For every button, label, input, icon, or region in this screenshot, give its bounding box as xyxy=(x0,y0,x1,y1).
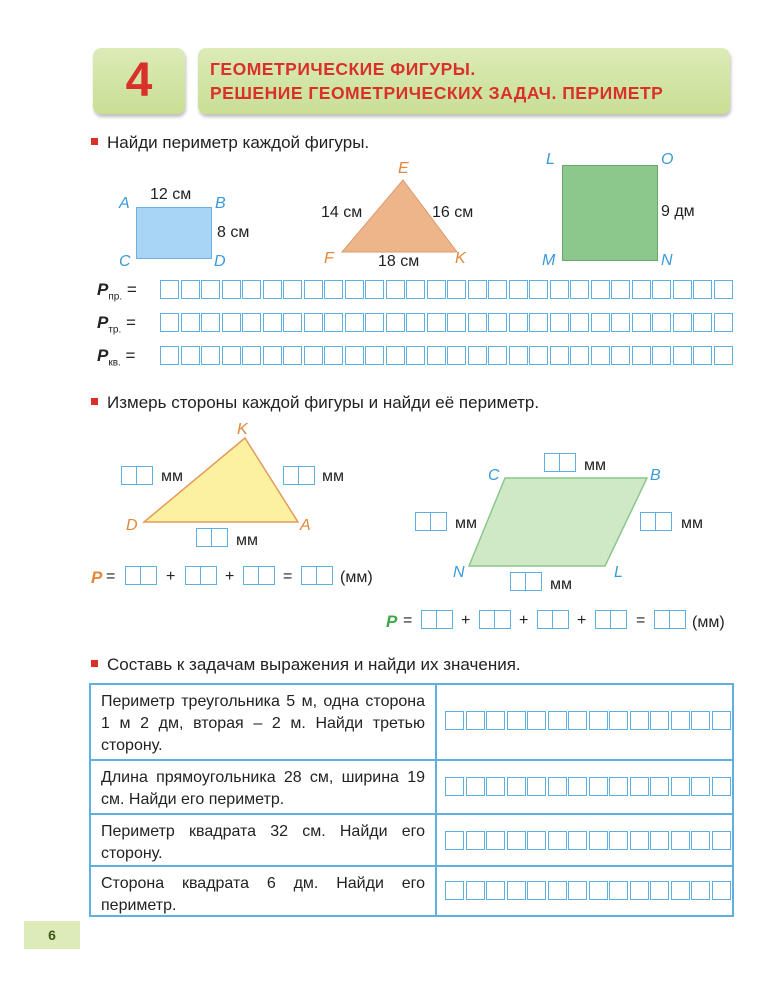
psum-cell-1[interactable] xyxy=(421,610,453,629)
rect-side-length: 8 см xyxy=(217,224,250,241)
vertex-a: A xyxy=(119,195,130,212)
task2-instruction: Измерь стороны каждой фигуры и найди её периметр. xyxy=(91,393,539,413)
answer-cells-square[interactable] xyxy=(160,346,734,365)
problems-table xyxy=(89,683,734,917)
unit-mm: мм xyxy=(681,515,703,532)
vertex-a2: A xyxy=(300,517,311,534)
measure-cells-nl[interactable] xyxy=(510,572,542,591)
equals-sign: = xyxy=(106,568,116,585)
plus-sign: + xyxy=(166,568,176,585)
bullet-icon xyxy=(91,660,98,667)
plus-sign: + xyxy=(519,612,529,629)
task1-instruction: Найди периметр каждой фигуры. xyxy=(91,133,369,153)
p-square-label: $P_{кв.}$ = xyxy=(97,346,136,369)
unit-mm: мм xyxy=(584,457,606,474)
page-number-box xyxy=(24,921,80,949)
unit-mm: мм xyxy=(455,515,477,532)
unit-mm: мм xyxy=(161,468,183,485)
lesson-number: 4 xyxy=(125,54,153,107)
sum-cell-2[interactable] xyxy=(185,566,217,585)
presult-cell[interactable] xyxy=(654,610,686,629)
solution-cells-4[interactable] xyxy=(445,881,732,900)
bullet-icon xyxy=(91,398,98,405)
vertex-k2: K xyxy=(237,421,248,438)
measure-cells-ka[interactable] xyxy=(283,466,315,485)
task3-instruction: Составь к задачам выражения и найди их значения. xyxy=(91,655,521,675)
square-side-length: 9 дм xyxy=(661,203,695,220)
p-rect-label: $P_{пр.}$ = xyxy=(97,280,137,303)
square-lomn xyxy=(562,165,658,261)
problem-text: Периметр квадрата 32 см. Найди его сторону. xyxy=(101,823,425,862)
plus-sign: + xyxy=(577,612,587,629)
table-row xyxy=(91,685,732,759)
lesson-title-line1: ГЕОМЕТРИЧЕСКИЕ ФИГУРЫ. xyxy=(210,59,476,79)
tri-left-length: 14 см xyxy=(321,204,363,221)
lesson-number-box xyxy=(93,48,185,114)
bullet-icon xyxy=(91,138,98,145)
unit-mm: мм xyxy=(550,576,572,593)
result-cell[interactable] xyxy=(301,566,333,585)
measure-cells-dk[interactable] xyxy=(121,466,153,485)
table-row xyxy=(91,813,732,865)
psum-cell-2[interactable] xyxy=(479,610,511,629)
rect-top-length: 12 см xyxy=(150,186,192,203)
sum-cell-1[interactable] xyxy=(125,566,157,585)
unit-mm: мм xyxy=(236,532,258,549)
solution-cells-1[interactable] xyxy=(445,711,732,730)
unit-mm: мм xyxy=(322,468,344,485)
page-number: 6 xyxy=(48,927,56,943)
vertex-d2: D xyxy=(126,517,138,534)
vertex-n2: N xyxy=(453,564,465,581)
answer-cells-triangle[interactable] xyxy=(160,313,734,332)
table-row xyxy=(91,759,732,813)
unit-paren: (мм) xyxy=(692,614,725,631)
plus-sign: + xyxy=(225,568,235,585)
vertex-o: O xyxy=(661,151,674,168)
equals-sign: = xyxy=(403,612,413,629)
table-row xyxy=(91,865,732,915)
vertex-b: B xyxy=(215,195,226,212)
plus-sign: + xyxy=(461,612,471,629)
lesson-title-box xyxy=(198,48,730,114)
vertex-d: D xyxy=(214,253,226,270)
unit-paren: (мм) xyxy=(340,569,373,586)
measure-cells-cn[interactable] xyxy=(415,512,447,531)
vertex-k: K xyxy=(455,250,466,267)
solution-cells-3[interactable] xyxy=(445,831,732,850)
vertex-e: E xyxy=(398,160,409,177)
vertex-b2: B xyxy=(650,467,661,484)
problem-text: Периметр треугольника 5 м, одна сторона 1 м 2 дм, вторая – 2 м. Найди третью сторону. xyxy=(101,693,425,754)
answer-cells-rect[interactable] xyxy=(160,280,734,299)
problem-text: Сторона квадрата 6 дм. Найди его периметр. xyxy=(101,875,425,914)
p-parallelogram-label: P xyxy=(386,612,398,631)
measure-cells-da[interactable] xyxy=(196,528,228,547)
vertex-c: C xyxy=(119,253,131,270)
vertex-l2: L xyxy=(614,564,623,581)
p-triangle-label: $P_{тр.}$ = xyxy=(97,313,136,336)
vertex-m: M xyxy=(542,252,556,269)
tri-right-length: 16 см xyxy=(432,204,474,221)
vertex-f: F xyxy=(324,250,334,267)
parallelogram-cbln xyxy=(465,472,655,572)
vertex-c2: C xyxy=(488,467,500,484)
psum-cell-4[interactable] xyxy=(595,610,627,629)
sum-cell-3[interactable] xyxy=(243,566,275,585)
measure-cells-bl[interactable] xyxy=(640,512,672,531)
p-triangle2-label: P xyxy=(91,568,103,587)
rectangle-abcd xyxy=(136,207,212,259)
equals-sign: = xyxy=(283,568,293,585)
lesson-title-line2: РЕШЕНИЕ ГЕОМЕТРИЧЕСКИХ ЗАДАЧ. ПЕРИМЕТР xyxy=(210,83,664,103)
vertex-l: L xyxy=(546,151,555,168)
solution-cells-2[interactable] xyxy=(445,777,732,796)
equals-sign: = xyxy=(636,612,646,629)
psum-cell-3[interactable] xyxy=(537,610,569,629)
vertex-n: N xyxy=(661,252,673,269)
tri-bottom-length: 18 см xyxy=(378,253,420,270)
problem-text: Длина прямоугольника 28 см, ширина 19 см. Найди его периметр. xyxy=(101,769,425,808)
measure-cells-cb[interactable] xyxy=(544,453,576,472)
